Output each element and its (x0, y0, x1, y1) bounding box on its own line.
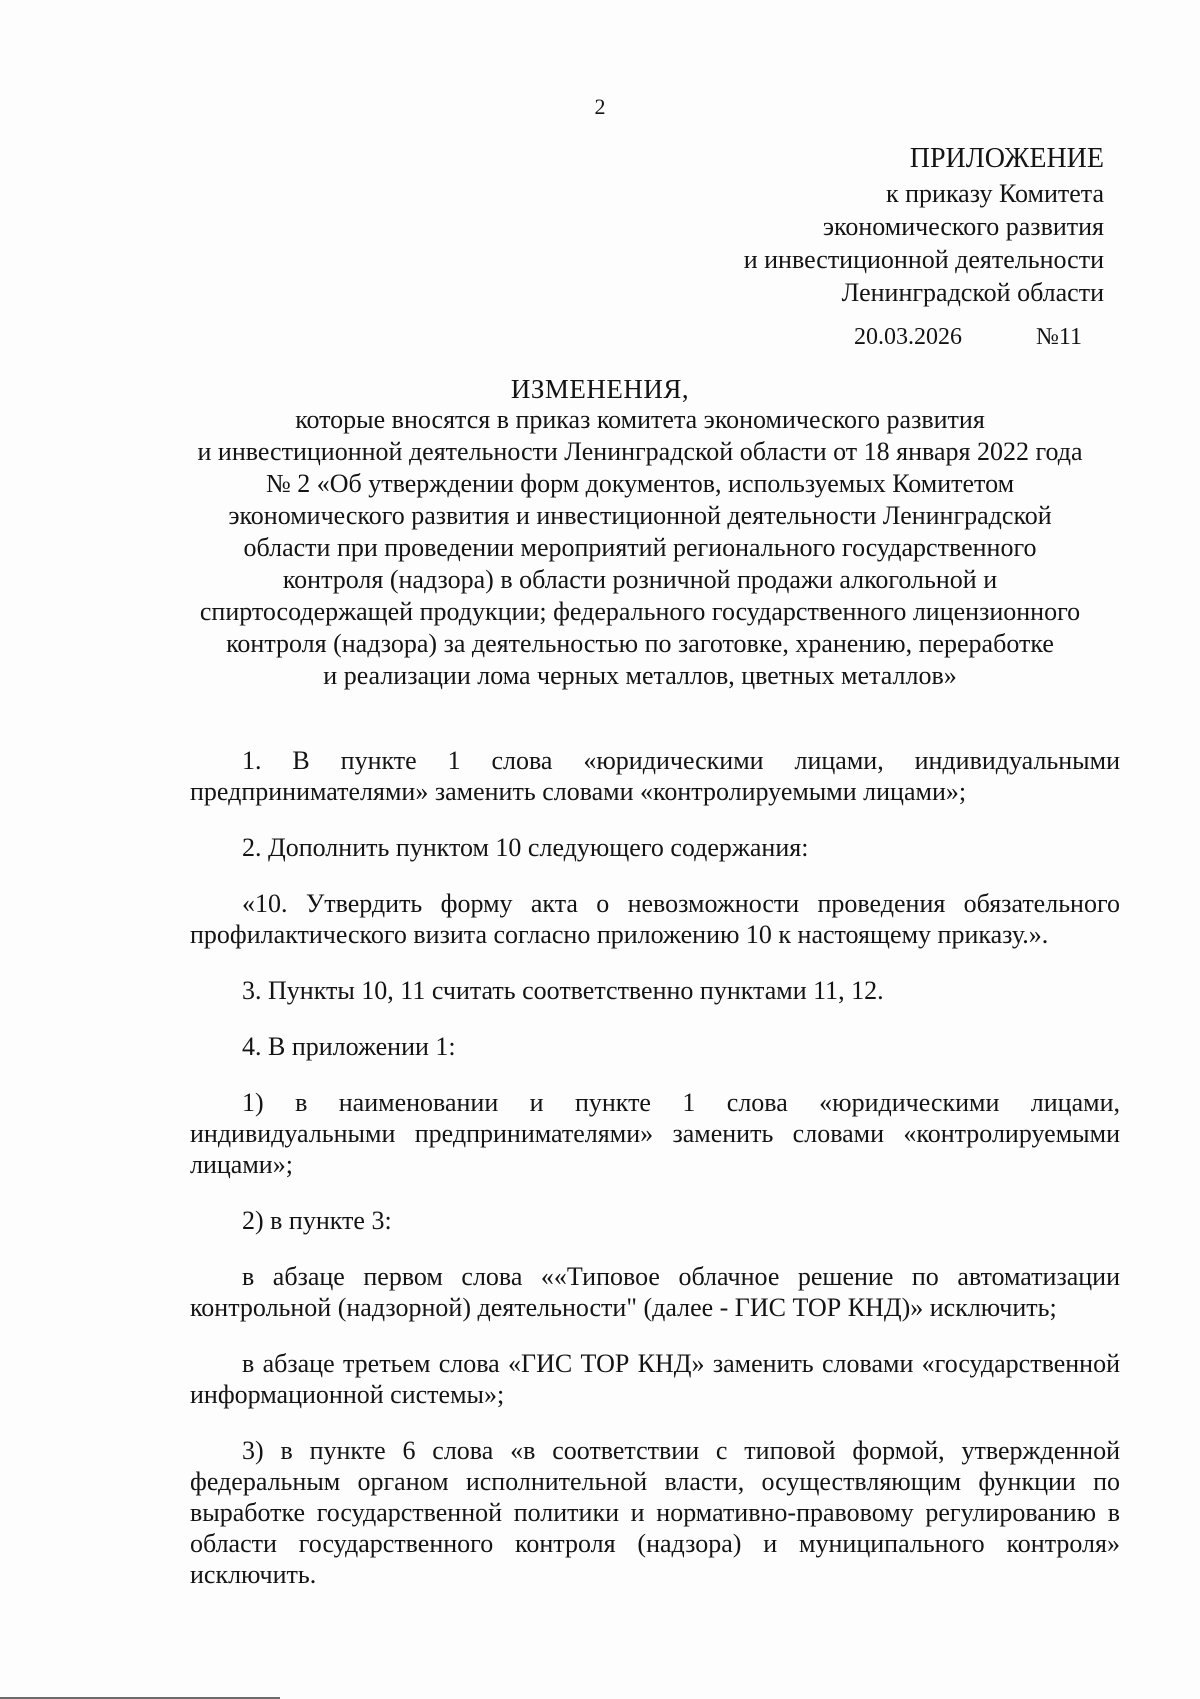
changes-title: ИЗМЕНЕНИЯ, (510, 374, 690, 404)
description-line: экономического развития и инвестиционной деятельности Ленинградской (228, 501, 1052, 530)
appendix-line: Ленинградской области (841, 278, 1104, 307)
appendix-line: экономического развития (822, 212, 1104, 241)
appendix-title: ПРИЛОЖЕНИЕ (909, 143, 1104, 174)
description-line: спиртосодержащей продукции; федерального государственного лицензионного (199, 597, 1081, 626)
paragraph: 1. В пункте 1 слова «юридическими лицами, индивидуальными предпринимателями» заменить словами «контролируемыми лицами»; (190, 746, 1120, 806)
description-line: контроля (надзора) в области розничной продажи алкогольной и (282, 565, 998, 594)
paragraph: 3. Пункты 10, 11 считать соответственно пунктами 11, 12. (242, 976, 884, 1005)
paragraph: 2) в пункте 3: (242, 1206, 392, 1235)
paragraph: 1) в наименовании и пункте 1 слова «юридическими лицами, индивидуальными предпринимателями» заменить словами «контролируемыми лицами»; (190, 1088, 1120, 1179)
description-line: № 2 «Об утверждении форм документов, используемых Комитетом (265, 469, 1015, 498)
appendix-line: и инвестиционной деятельности (743, 245, 1104, 274)
paragraph: 4. В приложении 1: (242, 1032, 456, 1061)
description-line: и реализации лома черных металлов, цветных металлов» (323, 661, 957, 690)
paragraph: 3) в пункте 6 слова «в соответствии с типовой формой, утвержденной федеральным органом исполнительной власти, осуществляющим функции по выработке государственной политики и нормативно-правовому регулированию в области государственного контроля (надзора) и муниципального контроля» исключить. (190, 1436, 1120, 1589)
appendix-date-row (584, 321, 1104, 354)
appendix-block (584, 142, 1104, 354)
paragraph: 2. Дополнить пунктом 10 следующего содержания: (242, 833, 809, 862)
appendix-line: к приказу Комитета (885, 179, 1104, 208)
description-line: и инвестиционной деятельности Ленинградской области от 18 января 2022 года (197, 437, 1083, 466)
order-date: 20.03.2026 (853, 324, 962, 350)
document-body (190, 745, 1120, 1590)
order-number: №11 (1035, 324, 1082, 350)
page-number: 2 (594, 94, 606, 119)
description-line: области при проведении мероприятий регионального государственного (243, 533, 1037, 562)
paragraph: в абзаце третьем слова «ГИС ТОР КНД» заменить словами «государственной информационной системы»; (190, 1349, 1120, 1409)
description-line: которые вносятся в приказ комитета экономического развития (295, 405, 985, 434)
description-line: контроля (надзора) за деятельностью по заготовке, хранению, переработке (226, 629, 1054, 658)
paragraph: «10. Утвердить форму акта о невозможности проведения обязательного профилактического визита согласно приложению 10 к настоящему приказу.». (190, 889, 1120, 949)
paragraph: в абзаце первом слова ««Типовое облачное решение по автоматизации контрольной (надзорной) деятельности" (далее - ГИС ТОР КНД)» исключить; (190, 1262, 1120, 1322)
changes-description (150, 404, 1130, 692)
